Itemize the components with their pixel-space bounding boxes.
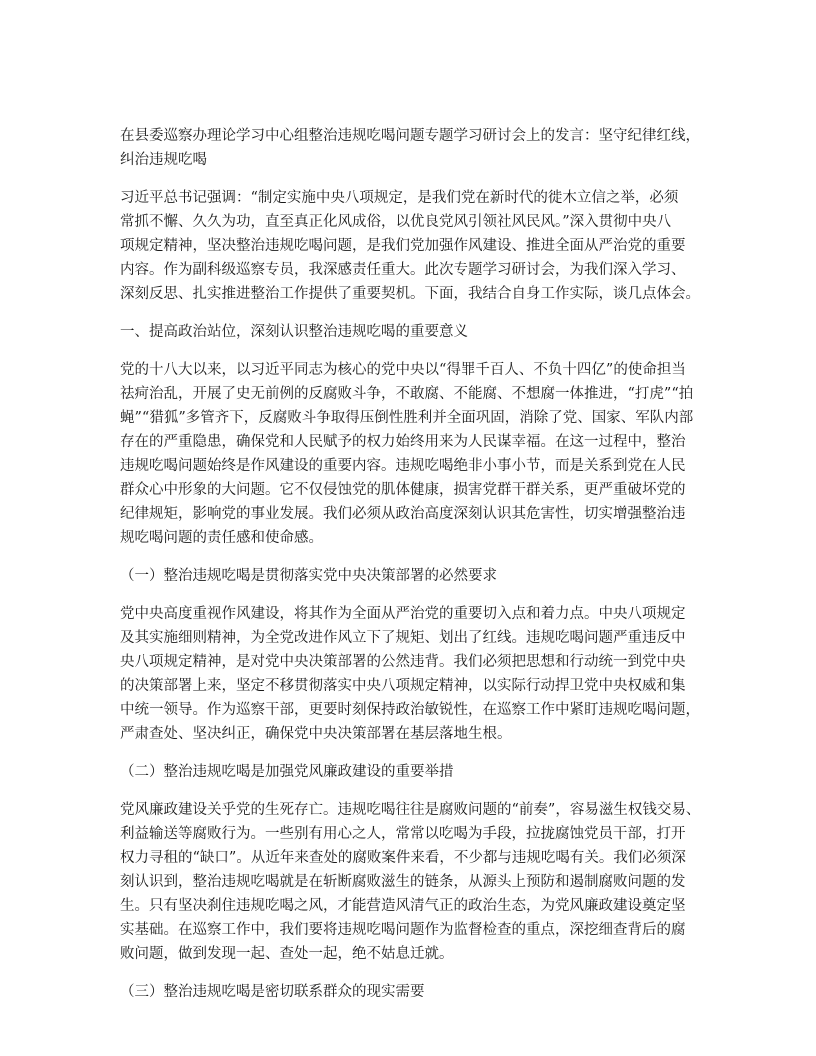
text-line: 内容。作为副科级巡察专员，我深感责任重大。此次专题学习研讨会，为我们深入学习、 xyxy=(120,262,686,278)
text-line: 纪律规矩，影响党的事业发展。我们必须从政治高度深刻认识其危害性，切实增强整治违 xyxy=(120,506,686,522)
text-line: 权力寻租的“缺口”。从近年来查处的腐败案件来看，不少都与违规吃喝有关。我们必须深 xyxy=(120,850,686,866)
text-line: 习近平总书记强调：“制定实施中央八项规定，是我们党在新时代的徙木立信之举，必须 xyxy=(120,190,679,206)
text-line: 央八项规定精神，是对党中央决策部署的公然违背。我们必须把思想和行动统一到党中央 xyxy=(120,654,686,670)
section-heading xyxy=(120,760,702,784)
text-line: 深刻反思、扎实推进整治工作提供了重要契机。下面，我结合自身工作实际，谈几点体会。 xyxy=(120,286,700,302)
text-line: 中统一领导。作为巡察干部，更要时刻保持政治敏锐性，在巡察工作中紧盯违规吃喝问题， xyxy=(120,702,700,718)
text-line: 项规定精神，坚决整治违规吃喝问题，是我们党加强作风建设、推进全面从严治党的重要 xyxy=(120,238,686,254)
text-line: 违规吃喝问题始终是作风建设的重要内容。违规吃喝绝非小事小节，而是关系到党在人民 xyxy=(120,458,686,474)
text-line: 严肃查处、坚决纠正，确保党中央决策部署在基层落地生根。 xyxy=(120,726,512,742)
text-line: 党的十八大以来，以习近平同志为核心的党中央以“得罪千百人、不负十四亿”的使命担当 xyxy=(120,362,686,378)
section-heading xyxy=(120,564,702,588)
text-line: 实基础。在巡察工作中，我们要将违规吃喝问题作为监督检查的重点，深挖细查背后的腐 xyxy=(120,922,686,938)
body-paragraph xyxy=(120,186,702,306)
text-line: （二）整治违规吃喝是加强党风廉政建设的重要举措 xyxy=(120,764,454,780)
body-paragraph xyxy=(120,602,702,746)
text-line: 刻认识到，整治违规吃喝就是在斩断腐败滋生的链条，从源头上预防和遏制腐败问题的发 xyxy=(120,874,686,890)
text-line: 存在的严重隐患，确保党和人民赋予的权力始终用来为人民谋幸福。在这一过程中，整治 xyxy=(120,434,686,450)
body-paragraph xyxy=(120,798,702,966)
text-line: 群众心中形象的大问题。它不仅侵蚀党的肌体健康，损害党群干群关系，更严重破坏党的 xyxy=(120,482,686,498)
section-heading xyxy=(120,980,702,1004)
text-line: 在县委巡察办理论学习中心组整治违规吃喝问题专题学习研讨会上的发言：坚守纪律红线， xyxy=(120,128,700,144)
text-line: （一）整治违规吃喝是贯彻落实党中央决策部署的必然要求 xyxy=(120,568,497,584)
text-line: 及其实施细则精神，为全党改进作风立下了规矩、划出了红线。违规吃喝问题严重违反中 xyxy=(120,630,686,646)
body-paragraph xyxy=(120,358,702,550)
section-heading xyxy=(120,320,702,344)
text-line: 常抓不懈、久久为功，直至真正化风成俗，以优良党风引领社风民风。”深入贯彻中央八 xyxy=(120,214,672,230)
document-title xyxy=(120,124,702,172)
text-line: 蝇”“猎狐”多管齐下，反腐败斗争取得压倒性胜利并全面巩固，消除了党、国家、军队内部 xyxy=(120,410,694,426)
text-line: 祛疴治乱，开展了史无前例的反腐败斗争，不敢腐、不能腐、不想腐一体推进，“打虎”“拍 xyxy=(120,386,694,402)
text-line: 规吃喝问题的责任感和使命感。 xyxy=(120,530,323,546)
text-line: 党风廉政建设关乎党的生死存亡。违规吃喝往往是腐败问题的“前奏”，容易滋生权钱交易、 xyxy=(120,802,701,818)
text-line: 利益输送等腐败行为。一些别有用心之人，常常以吃喝为手段，拉拢腐蚀党员干部，打开 xyxy=(120,826,686,842)
document-page xyxy=(120,124,702,1018)
text-line: 一、提高政治站位，深刻认识整治违规吃喝的重要意义 xyxy=(120,324,468,340)
text-line: 纠治违规吃喝 xyxy=(120,152,207,168)
text-line: （三）整治违规吃喝是密切联系群众的现实需要 xyxy=(120,984,425,1000)
text-line: 党中央高度重视作风建设，将其作为全面从严治党的重要切入点和着力点。中央八项规定 xyxy=(120,606,686,622)
text-line: 败问题，做到发现一起、查处一起，绝不姑息迁就。 xyxy=(120,946,454,962)
text-line: 生。只有坚决刹住违规吃喝之风，才能营造风清气正的政治生态，为党风廉政建设奠定坚 xyxy=(120,898,686,914)
text-line: 的决策部署上来，坚定不移贯彻落实中央八项规定精神，以实际行动捍卫党中央权威和集 xyxy=(120,678,686,694)
